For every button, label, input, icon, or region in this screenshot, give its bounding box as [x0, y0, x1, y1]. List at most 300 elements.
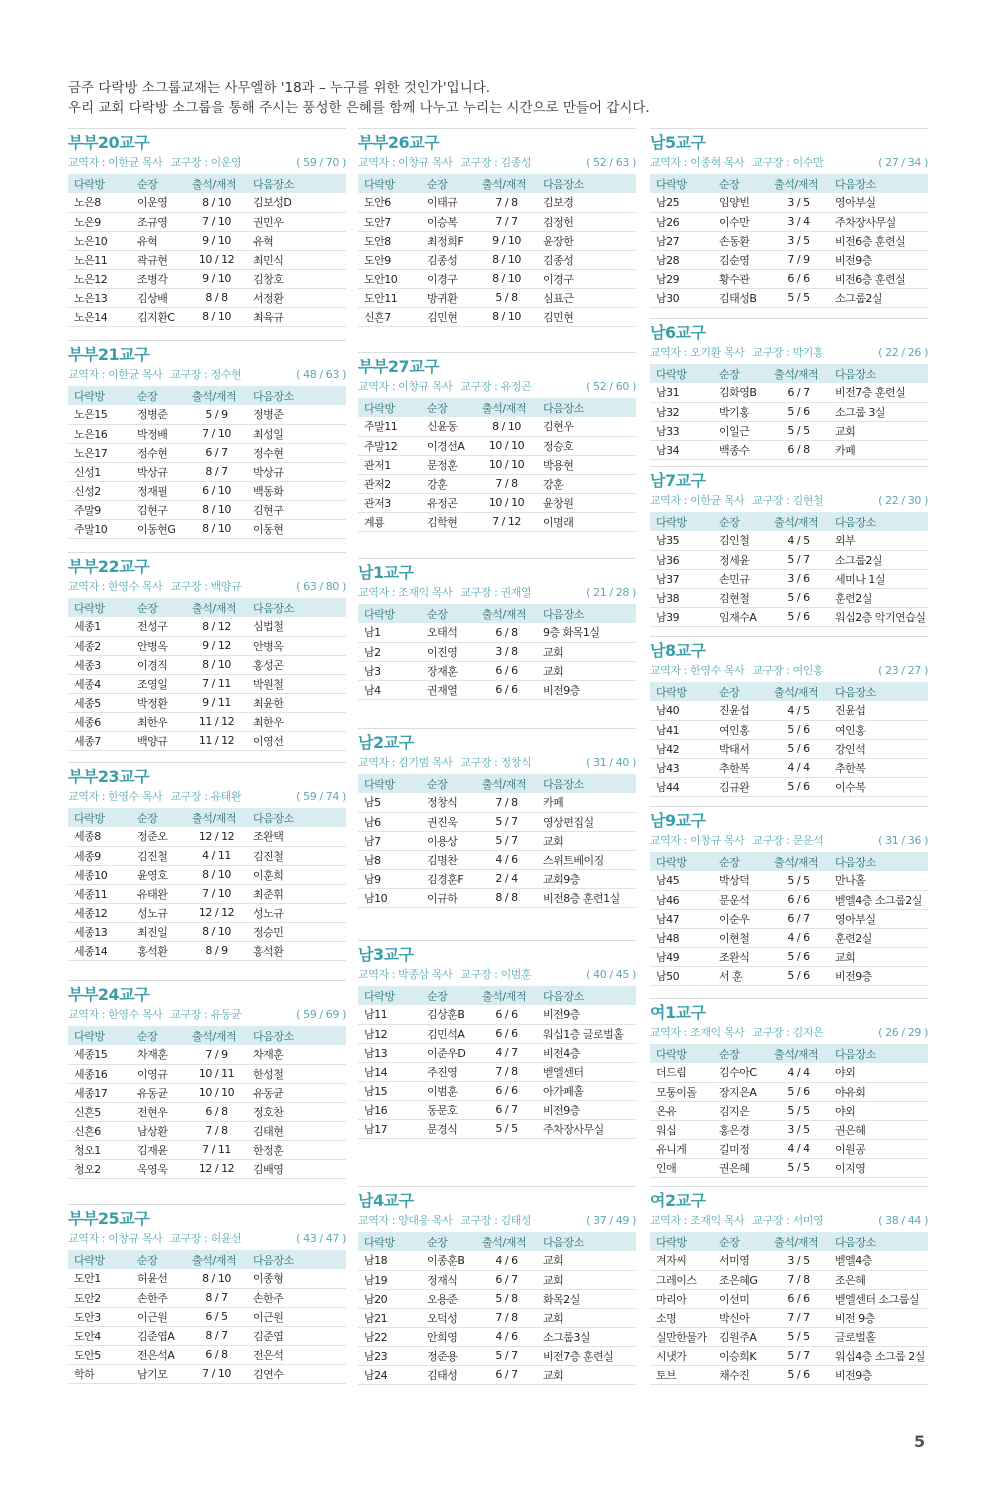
attendance-cell: 4 / 4: [768, 758, 829, 777]
district-meta: [358, 155, 636, 171]
group-cell: 남1: [358, 623, 421, 642]
attendance-total: ( 63 / 80 ): [296, 580, 346, 593]
table-row: [68, 231, 346, 250]
table-row: [68, 405, 346, 424]
attendance-cell: 6 / 6: [476, 680, 537, 699]
attendance-cell: 3 / 5: [768, 231, 829, 250]
group-cell: 세종1: [68, 617, 131, 636]
attendance-cell: 4 / 6: [476, 850, 537, 869]
group-cell: 세종8: [68, 827, 131, 846]
next-place-cell: 김창호: [247, 269, 346, 288]
pastor-label: 교역자 : 김기범 목사: [358, 756, 453, 769]
district-title: 남7교구: [650, 471, 706, 490]
attendance-cell: 5 / 7: [768, 550, 829, 569]
attendance-cell: 7 / 8: [476, 793, 537, 812]
pastor-label: 교역자 : 이창규 목사: [68, 1232, 163, 1245]
leader-label: 교구장 : 박기홍: [752, 346, 824, 359]
leader-cell: 김규완: [713, 777, 768, 796]
next-place-cell: 이종형: [247, 1269, 346, 1288]
attendance-cell: 9 / 10: [186, 231, 247, 250]
attendance-cell: 7 / 7: [768, 1308, 829, 1327]
leader-cell: 방귀환: [421, 288, 476, 307]
table-row: [358, 474, 636, 493]
group-cell: 남35: [650, 531, 713, 550]
next-place-cell: 벧엘4층 소그룹2실: [829, 890, 928, 909]
attendance-cell: 9 / 10: [186, 269, 247, 288]
leader-cell: 김진철: [131, 846, 186, 865]
next-place-cell: 김연수: [247, 1364, 346, 1383]
group-header: 다락방: [650, 1232, 713, 1251]
table-header-row: [650, 174, 928, 193]
leader-header: 순장: [421, 774, 476, 793]
leader-cell: 이승복: [421, 212, 476, 231]
attendance-total: ( 59 / 74 ): [296, 790, 346, 803]
attendance-cell: 8 / 9: [186, 941, 247, 960]
attendance-total: ( 27 / 34 ): [878, 156, 928, 169]
leader-cell: 이경구: [421, 269, 476, 288]
table-row: [68, 1326, 346, 1345]
table-row: [650, 550, 928, 569]
next-place-cell: 이훈희: [247, 865, 346, 884]
group-cell: 세종3: [68, 655, 131, 674]
attendance-cell: 7 / 7: [476, 212, 537, 231]
attendance-header: 출석/재적: [476, 774, 537, 793]
pastor-label: 교역자 : 이창규 목사: [358, 156, 453, 169]
attendance-header: 출석/재적: [476, 986, 537, 1005]
attendance-cell: 12 / 12: [186, 827, 247, 846]
next-place-cell: 권은혜: [829, 1120, 928, 1139]
attendance-cell: 6 / 8: [186, 1345, 247, 1364]
table-row: [358, 307, 636, 326]
table-row: [650, 890, 928, 909]
group-cell: 신성1: [68, 462, 131, 481]
group-cell: 도안11: [358, 288, 421, 307]
group-cell: 청오1: [68, 1140, 131, 1159]
table-row: [68, 481, 346, 500]
leader-cell: 전은석A: [131, 1345, 186, 1364]
next-place-cell: 비전9층: [829, 250, 928, 269]
pastor-label: 교역자 : 이창규 목사: [650, 834, 745, 847]
attendance-cell: 5 / 5: [768, 1327, 829, 1346]
attendance-cell: 12 / 12: [186, 903, 247, 922]
leader-cell: 남기모: [131, 1364, 186, 1383]
next-place-cell: 안병옥: [247, 636, 346, 655]
attendance-total: ( 40 / 45 ): [586, 968, 636, 981]
district-leaders: [650, 493, 831, 509]
district-card: [650, 128, 928, 308]
district-meta: [650, 1025, 928, 1041]
group-table: [68, 598, 346, 751]
group-cell: 도안5: [68, 1345, 131, 1364]
group-cell: 노은17: [68, 443, 131, 462]
group-table: [68, 1250, 346, 1384]
attendance-cell: 3 / 8: [476, 642, 537, 661]
district-title: 남8교구: [650, 641, 706, 660]
next-place-cell: 워십4층 소그룹 2실: [829, 1346, 928, 1365]
next-place-cell: 9층 화목1실: [537, 623, 636, 642]
leader-cell: 김민석A: [421, 1024, 476, 1043]
group-cell: 세종2: [68, 636, 131, 655]
attendance-header: 출석/재적: [476, 1232, 537, 1251]
table-header-row: [650, 1044, 928, 1063]
next-place-header: 다음장소: [247, 386, 346, 405]
attendance-cell: 8 / 10: [476, 307, 537, 326]
district-leaders: [650, 663, 831, 679]
table-row: [68, 865, 346, 884]
group-cell: 남14: [358, 1062, 421, 1081]
leader-cell: 임양빈: [713, 193, 768, 212]
district-meta: [68, 367, 346, 383]
leader-cell: 김민현: [421, 307, 476, 326]
district-title: 남1교구: [358, 563, 414, 582]
table-row: [650, 588, 928, 607]
table-row: [68, 1307, 346, 1326]
attendance-cell: 8 / 10: [186, 193, 247, 212]
leader-header: 순장: [421, 174, 476, 193]
leader-cell: 조병각: [131, 269, 186, 288]
attendance-cell: 5 / 7: [476, 831, 537, 850]
leader-cell: 권진욱: [421, 812, 476, 831]
group-header: 다락방: [358, 398, 421, 417]
group-table: [650, 364, 928, 460]
group-header: 다락방: [650, 512, 713, 531]
next-place-cell: 교회: [537, 1308, 636, 1327]
next-place-header: 다음장소: [537, 174, 636, 193]
leader-header: 순장: [131, 1026, 186, 1045]
table-row: [650, 288, 928, 307]
table-row: [650, 1308, 928, 1327]
attendance-cell: 5 / 7: [476, 812, 537, 831]
next-place-cell: 비전7층 훈련실: [829, 383, 928, 402]
leader-cell: 오덕성: [421, 1308, 476, 1327]
next-place-cell: 비전9층: [829, 1365, 928, 1384]
leader-label: 교구장 : 허윤선: [170, 1232, 242, 1245]
next-place-cell: 김정헌: [537, 212, 636, 231]
attendance-cell: 9 / 10: [476, 231, 537, 250]
attendance-cell: 5 / 9: [186, 405, 247, 424]
next-place-cell: 정수현: [247, 443, 346, 462]
district-meta: [68, 155, 346, 171]
attendance-cell: 7 / 8: [768, 1270, 829, 1289]
leader-cell: 김학현: [421, 512, 476, 531]
table-row: [650, 1289, 928, 1308]
group-cell: 도안1: [68, 1269, 131, 1288]
leader-cell: 김순영: [713, 250, 768, 269]
group-cell: 남21: [358, 1308, 421, 1327]
district-card: [68, 340, 346, 539]
pastor-label: 교역자 : 오기환 목사: [650, 346, 745, 359]
attendance-header: 출석/재적: [186, 808, 247, 827]
next-place-cell: 화목2실: [537, 1289, 636, 1308]
leader-cell: 신윤동: [421, 417, 476, 436]
next-place-cell: 교회: [537, 1365, 636, 1384]
next-place-cell: 비전6층 훈련실: [829, 269, 928, 288]
attendance-cell: 4 / 5: [768, 701, 829, 720]
attendance-cell: 8 / 10: [186, 865, 247, 884]
next-place-cell: 윤장한: [537, 231, 636, 250]
next-place-cell: 훈련2실: [829, 588, 928, 607]
attendance-cell: 5 / 6: [768, 777, 829, 796]
leader-cell: 이선미: [713, 1289, 768, 1308]
next-place-cell: 김준엽: [247, 1326, 346, 1345]
group-cell: 남38: [650, 588, 713, 607]
group-table: [358, 986, 636, 1139]
group-header: 다락방: [650, 174, 713, 193]
group-table: [358, 1232, 636, 1385]
district-card: [650, 1186, 928, 1385]
group-cell: 노은11: [68, 250, 131, 269]
next-place-cell: 최한우: [247, 712, 346, 731]
table-row: [650, 1158, 928, 1177]
table-row: [68, 1064, 346, 1083]
group-cell: 남20: [358, 1289, 421, 1308]
group-cell: 도안4: [68, 1326, 131, 1345]
table-header-row: [650, 364, 928, 383]
table-header-row: [68, 1026, 346, 1045]
table-row: [650, 1101, 928, 1120]
group-cell: 남45: [650, 871, 713, 890]
attendance-header: 출석/재적: [186, 1250, 247, 1269]
leader-label: 교구장 : 문운석: [752, 834, 824, 847]
leader-cell: 남상환: [131, 1121, 186, 1140]
table-row: [650, 777, 928, 796]
next-place-cell: 교회: [537, 1270, 636, 1289]
next-place-cell: 만나홀: [829, 871, 928, 890]
table-row: [68, 903, 346, 922]
attendance-cell: 8 / 10: [186, 500, 247, 519]
next-place-cell: 이근원: [247, 1307, 346, 1326]
leader-cell: 이용상: [421, 831, 476, 850]
leader-header: 순장: [421, 986, 476, 1005]
table-row: [358, 623, 636, 642]
leader-cell: 박정배: [131, 424, 186, 443]
leader-cell: 장재훈: [421, 661, 476, 680]
attendance-cell: 5 / 6: [768, 588, 829, 607]
leader-cell: 이영규: [131, 1064, 186, 1083]
leader-header: 순장: [713, 1044, 768, 1063]
table-row: [68, 1140, 346, 1159]
next-place-cell: 김배영: [247, 1159, 346, 1178]
district-title: 남5교구: [650, 133, 706, 152]
table-row: [68, 712, 346, 731]
leader-cell: 이순우: [713, 909, 768, 928]
next-place-cell: 야외: [829, 1101, 928, 1120]
district-title: 부부20교구: [68, 133, 150, 152]
group-cell: 남5: [358, 793, 421, 812]
group-table: [358, 174, 636, 327]
group-cell: 남33: [650, 421, 713, 440]
leader-cell: 김상훈B: [421, 1005, 476, 1024]
next-place-cell: 정병준: [247, 405, 346, 424]
table-row: [358, 269, 636, 288]
district-title: 부부22교구: [68, 557, 150, 576]
leader-header: 순장: [131, 808, 186, 827]
next-place-cell: 이원공: [829, 1139, 928, 1158]
table-row: [68, 941, 346, 960]
table-row: [358, 1100, 636, 1119]
attendance-header: 출석/재적: [186, 1026, 247, 1045]
pastor-label: 교역자 : 조재익 목사: [358, 586, 453, 599]
table-header-row: [650, 1232, 928, 1251]
next-place-cell: 이동현: [247, 519, 346, 538]
table-row: [650, 421, 928, 440]
leader-label: 교구장 : 김종성: [460, 156, 532, 169]
table-row: [650, 928, 928, 947]
group-cell: 남28: [650, 250, 713, 269]
district-card: [68, 980, 346, 1179]
leader-cell: 이승희K: [713, 1346, 768, 1365]
group-cell: 세종5: [68, 693, 131, 712]
leader-cell: 박상덕: [713, 871, 768, 890]
leader-cell: 추한복: [713, 758, 768, 777]
table-row: [358, 680, 636, 699]
group-cell: 청오2: [68, 1159, 131, 1178]
table-header-row: [650, 852, 928, 871]
attendance-total: ( 59 / 70 ): [296, 156, 346, 169]
group-header: 다락방: [358, 604, 421, 623]
next-place-cell: 교회9층: [537, 869, 636, 888]
group-cell: 토브: [650, 1365, 713, 1384]
next-place-cell: 강훈: [537, 474, 636, 493]
table-row: [358, 1346, 636, 1365]
attendance-cell: 5 / 5: [768, 288, 829, 307]
district-leaders: [650, 833, 831, 849]
district-title: 여1교구: [650, 1003, 706, 1022]
leader-cell: 정준용: [421, 1346, 476, 1365]
attendance-total: ( 48 / 63 ): [296, 368, 346, 381]
next-place-cell: 여인홍: [829, 720, 928, 739]
table-row: [358, 1043, 636, 1062]
group-cell: 남41: [650, 720, 713, 739]
group-cell: 남39: [650, 607, 713, 626]
group-cell: 남7: [358, 831, 421, 850]
district-meta: [358, 755, 636, 771]
district-title: 부부24교구: [68, 985, 150, 1004]
group-cell: 세종6: [68, 712, 131, 731]
group-header: 다락방: [68, 808, 131, 827]
attendance-cell: 7 / 10: [186, 212, 247, 231]
next-place-cell: 정승민: [247, 922, 346, 941]
leader-cell: 정재필: [131, 481, 186, 500]
table-row: [68, 519, 346, 538]
group-header: 다락방: [68, 1250, 131, 1269]
district-leaders: [358, 755, 539, 771]
group-cell: 남10: [358, 888, 421, 907]
table-row: [650, 1082, 928, 1101]
next-place-header: 다음장소: [247, 598, 346, 617]
leader-header: 순장: [713, 682, 768, 701]
table-row: [68, 193, 346, 212]
group-cell: 남34: [650, 440, 713, 459]
leader-label: 교구장 : 유동균: [170, 1008, 242, 1021]
attendance-cell: 4 / 5: [768, 531, 829, 550]
leader-header: 순장: [131, 598, 186, 617]
table-row: [650, 193, 928, 212]
attendance-cell: 5 / 8: [476, 1289, 537, 1308]
leader-label: 교구장 : 유정곤: [460, 380, 532, 393]
attendance-cell: 5 / 5: [768, 1158, 829, 1177]
table-row: [68, 1083, 346, 1102]
group-cell: 세종17: [68, 1083, 131, 1102]
pastor-label: 교역자 : 양대웅 목사: [358, 1214, 453, 1227]
attendance-header: 출석/재적: [186, 386, 247, 405]
attendance-cell: 8 / 10: [476, 250, 537, 269]
group-cell: 도안3: [68, 1307, 131, 1326]
group-cell: 신성2: [68, 481, 131, 500]
table-row: [650, 909, 928, 928]
group-cell: 신흔7: [358, 307, 421, 326]
next-place-cell: 박용현: [537, 455, 636, 474]
next-place-header: 다음장소: [247, 174, 346, 193]
next-place-cell: 조완택: [247, 827, 346, 846]
next-place-header: 다음장소: [829, 852, 928, 871]
next-place-cell: 교회: [537, 831, 636, 850]
next-place-cell: 주차장사무실: [829, 212, 928, 231]
district-card: [358, 352, 636, 532]
table-row: [68, 1345, 346, 1364]
next-place-cell: 비전9층: [537, 680, 636, 699]
leader-cell: 길미정: [713, 1139, 768, 1158]
district-meta: [358, 379, 636, 395]
group-cell: 노은10: [68, 231, 131, 250]
next-place-cell: 강인석: [829, 739, 928, 758]
leader-cell: 이일근: [713, 421, 768, 440]
leader-cell: 문경식: [421, 1119, 476, 1138]
group-header: 다락방: [358, 986, 421, 1005]
group-header: 다락방: [68, 1026, 131, 1045]
attendance-cell: 8 / 7: [186, 1326, 247, 1345]
attendance-cell: 8 / 10: [476, 417, 537, 436]
table-row: [68, 1045, 346, 1064]
attendance-header: 출석/재적: [476, 398, 537, 417]
next-place-cell: 세미나 1실: [829, 569, 928, 588]
attendance-cell: 10 / 10: [186, 1083, 247, 1102]
group-table: [650, 174, 928, 308]
leader-header: 순장: [131, 174, 186, 193]
next-place-cell: 소그룹 3실: [829, 402, 928, 421]
district-card: [358, 940, 636, 1139]
next-place-cell: 주차장사무실: [537, 1119, 636, 1138]
table-row: [68, 1269, 346, 1288]
leader-cell: 안병옥: [131, 636, 186, 655]
attendance-header: 출석/재적: [768, 512, 829, 531]
next-place-cell: 심법철: [247, 617, 346, 636]
table-row: [650, 701, 928, 720]
leader-label: 교구장 : 권재열: [460, 586, 532, 599]
attendance-cell: 6 / 6: [476, 1024, 537, 1043]
table-row: [68, 1121, 346, 1140]
next-place-header: 다음장소: [247, 808, 346, 827]
next-place-cell: 유동균: [247, 1083, 346, 1102]
attendance-cell: 9 / 12: [186, 636, 247, 655]
leader-cell: 정병준: [131, 405, 186, 424]
table-row: [358, 250, 636, 269]
group-cell: 남46: [650, 890, 713, 909]
attendance-cell: 4 / 6: [768, 928, 829, 947]
table-row: [68, 250, 346, 269]
next-place-cell: 김종성: [537, 250, 636, 269]
table-row: [358, 869, 636, 888]
group-cell: 주말9: [68, 500, 131, 519]
next-place-header: 다음장소: [537, 398, 636, 417]
leader-cell: 김지은: [713, 1101, 768, 1120]
leader-cell: 전성구: [131, 617, 186, 636]
group-cell: 세종16: [68, 1064, 131, 1083]
attendance-cell: 8 / 12: [186, 617, 247, 636]
table-row: [358, 850, 636, 869]
pastor-label: 교역자 : 이한균 목사: [68, 368, 163, 381]
next-place-cell: 이경구: [537, 269, 636, 288]
